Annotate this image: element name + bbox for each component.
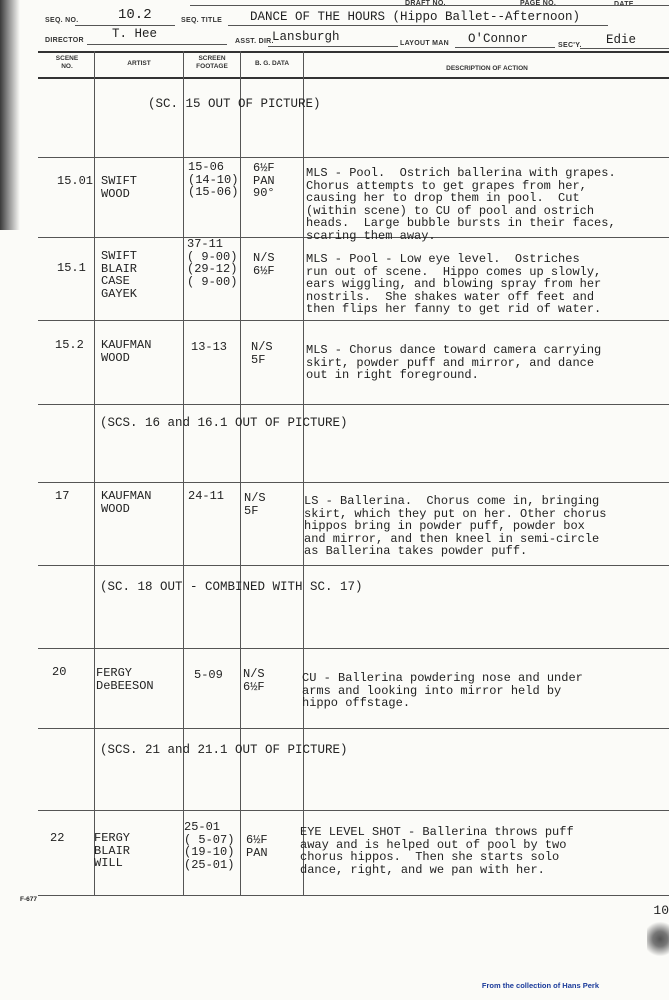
col-bg-data: B. G. DATA [254,60,290,67]
row-scs-21-out: (SCS. 21 and 21.1 OUT OF PICTURE) [100,743,348,757]
description: MLS - Chorus dance toward camera carrying skirt, powder puff and mirror, and dance out in right foreground. [306,343,602,382]
row-sc-15-out: (SC. 15 OUT OF PICTURE) [148,97,321,111]
bg-data: N/S 6½F [243,667,265,694]
scene-no: 15.01 [57,174,94,188]
bg-data: N/S 5F [244,491,266,518]
description: MLS - Pool. Ostrich ballerina with grapes. Chorus attempts to get grapes from her, causing her to drop them in pool. Cut (within scene) to CU of pool and ostrich heads. Large bubble bursts in their faces, scaring them away. [306,166,616,243]
layout-man-label: LAYOUT MAN [400,40,450,47]
collection-credit: From the collection of Hans Perk [481,981,599,990]
row-sc-18-out: (SC. 18 OUT - COMBINED WITH SC. 17) [100,580,363,594]
bg-data: 6½F PAN [246,833,268,860]
form-number: F-677 [20,896,37,903]
asst-dir-value: Lansburgh [272,30,340,44]
artist: SWIFT BLAIR CASE GAYEK [101,249,138,301]
bg-data: N/S 6½F [253,251,275,278]
seq-no-value: 10.2 [118,7,152,23]
footage: 15-06 (14-10) (15-06) [188,160,239,199]
scene-no: 15.1 [57,261,86,275]
draft-no-label: DRAFT NO. [405,0,446,7]
seq-no-label: SEQ. NO. [45,17,79,24]
bg-data: 6½F PAN 90° [253,161,275,200]
seq-title-label: SEQ. TITLE [181,17,223,24]
secy-label: SEC'Y. [558,42,582,49]
bg-data: N/S 5F [251,340,273,367]
artist: SWIFT WOOD [101,174,138,201]
col-screen-footage: SCREEN FOOTAGE [196,55,228,70]
artist: FERGY DeBEESON [96,666,154,693]
row-scs-16-out: (SCS. 16 and 16.1 OUT OF PICTURE) [100,416,348,430]
scan-shadow [0,0,20,230]
description: EYE LEVEL SHOT - Ballerina throws puff away and is helped out of pool by two chorus hippos. Then she starts solo dance, right, and we pan with her. [300,825,574,877]
seq-title-value: DANCE OF THE HOURS (Hippo Ballet--Afternoon) [250,10,581,24]
page-no-label: PAGE NO. [520,0,557,7]
artist: FERGY BLAIR WILL [94,831,131,870]
description: LS - Ballerina. Chorus come in, bringing skirt, which they put on her. Other chorus hippos bring in powder puff, powder box and mirror, and then kneel in semi-circle as Ballerina takes powder puff. [304,494,607,558]
footage: 5-09 [194,668,223,682]
director-value: T. Hee [112,27,158,41]
col-description: DESCRIPTION OF ACTION [446,65,528,72]
page-number: 10 [653,903,669,918]
description: MLS - Pool - Low eye level. Ostriches run out of scene. Hippo comes up slowly, ears wiggling, and blowing spray from her nostrils. She shakes water off feet and then flips her fanny to get rid of water. [306,252,602,316]
footage: 13-13 [191,340,228,354]
scene-no: 20 [52,665,67,679]
footage: 25-01 ( 5-07) (19-10) (25-01) [184,820,235,872]
scene-no: 17 [55,489,70,503]
artist: KAUFMAN WOOD [101,338,152,365]
scene-no: 15.2 [55,338,84,352]
date-label: DATE [614,1,634,8]
artist: KAUFMAN WOOD [101,489,152,516]
footage: 37-11 ( 9-00) (29-12) ( 9-00) [187,237,238,289]
layout-man-value: O'Connor [468,32,529,46]
director-label: DIRECTOR [45,37,84,44]
footage: 24-11 [188,489,225,503]
secy-value: Edie [606,33,637,47]
col-artist: ARTIST [127,60,151,67]
scene-no: 22 [50,831,65,845]
description: CU - Ballerina powdering nose and under arms and looking into mirror held by hippo offstage. [302,671,583,710]
scan-smudge [647,918,669,960]
asst-dir-label: ASST. DIR. [235,38,274,45]
col-scene-no: SCENE NO. [55,55,79,70]
